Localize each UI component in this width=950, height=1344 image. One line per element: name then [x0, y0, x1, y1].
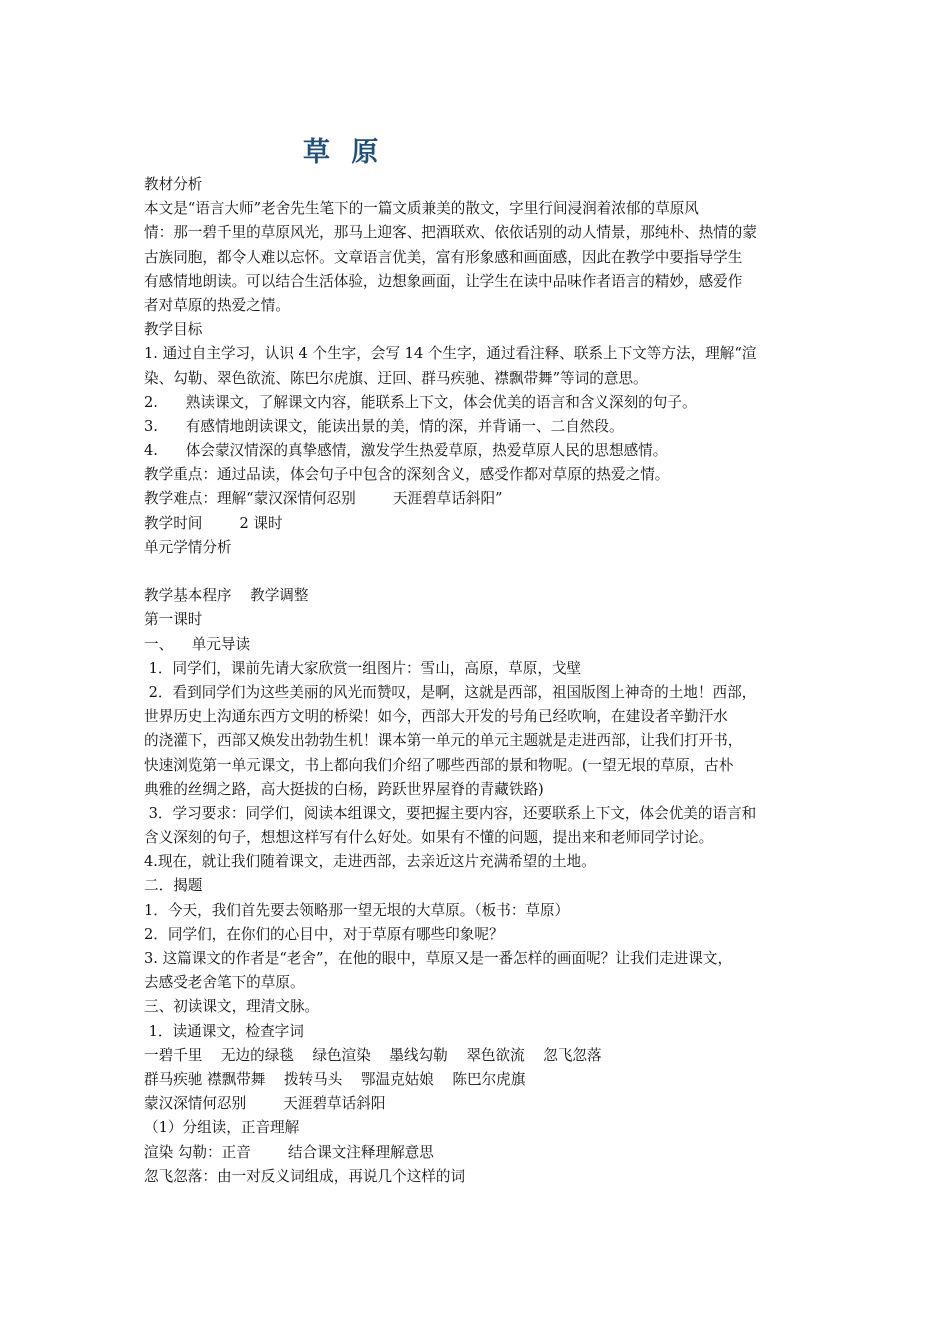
text-line: 教材分析	[144, 176, 203, 193]
text-line: 3. 有感情地朗读课文，能读出景的美，情的深，并背诵一、二自然段。	[144, 417, 624, 435]
text-line: 去感受老舍笔下的草原。	[144, 974, 305, 992]
text-line: 教学难点：理解“蒙汉深情何忍别 天涯碧草话斜阳”	[144, 490, 503, 508]
text-line: 教学目标	[144, 321, 203, 339]
text-line: 世界历史上沟通东西方文明的桥梁！如今，西部大开发的号角已经吹响，在建设者辛勤汗水	[144, 708, 728, 726]
text-line: 者对草原的热爱之情。	[144, 296, 290, 314]
text-line: 典雅的丝绸之路，高大挺拔的白杨，跨跃世界屋脊的青藏铁路)	[144, 780, 544, 798]
text-line: 1．读通课文，检查字词	[144, 1022, 304, 1040]
text-line: 3. 这篇课文的作者是“老舍”，在他的眼中，草原又是一番怎样的画面呢？让我们走进课文，	[144, 950, 733, 967]
text-line: 的浇灌下，西部又焕发出勃勃生机！课本第一单元的单元主题就是走进西部，让我们打开书，	[144, 732, 743, 750]
text-line: 一碧千里 无边的绿毯 绿色渲染 墨线勾勒 翠色欲流 忽飞忽落	[144, 1046, 602, 1064]
text-line: 古族同胞，都令人难以忘怀。文章语言优美，富有形象感和画面感，因此在教学中要指导学生	[144, 248, 743, 266]
text-line: 快速浏览第一单元课文，书上都向我们介绍了哪些西部的景和物呢。(一望无垠的草原，古朴	[144, 756, 734, 774]
text-line: 第一课时	[144, 611, 203, 629]
text-line	[144, 560, 814, 584]
text-line: 本文是“语言大师”老舍先生笔下的一篇文质兼美的散文，字里行间浸润着浓郁的草原风	[144, 200, 699, 218]
text-line: 情：那一碧千里的草原风光，那马上迎客、把酒联欢、依依话别的动人情景，那纯朴、热情的蒙	[144, 224, 757, 242]
text-line: 蒙汉深情何忍别 天涯碧草话斜阳	[144, 1095, 386, 1113]
text-line: 3．学习要求：同学们，阅读本组课文，要把握主要内容，还要联系上下文，体会优美的语言和	[144, 804, 757, 822]
text-line: 有感情地朗读。可以结合生活体验，边想象画面，让学生在读中品味作者语言的精妙，感爱作	[144, 272, 743, 290]
text-line: 1. 通过自主学习，认识 4 个生字，会写 14 个生字，通过看注释、联系上下文等方法，理解“渲	[144, 345, 757, 363]
text-line: 4.现在，就让我们随着课文，走进西部，去亲近这片充满希望的土地。	[144, 853, 596, 871]
text-line: 忽飞忽落：由一对反义词组成，再说几个这样的词	[144, 1167, 466, 1185]
text-line: 2．同学们，在你们的心目中，对于草原有哪些印象呢？	[144, 925, 504, 943]
text-line: 三、初读课文，理清文脉。	[144, 998, 320, 1016]
text-line: 群马疾驰 襟飘带舞 拨转马头 鄂温克姑娘 陈巴尔虎旗	[144, 1070, 526, 1088]
document-body	[144, 173, 814, 1189]
text-line: 单元学情分析	[144, 538, 232, 556]
text-line: 二．揭题	[144, 877, 203, 895]
text-line: 教学重点：通过品读，体会句子中包含的深刻含义，感受作都对草原的热爱之情。	[144, 466, 670, 484]
text-line: 2. 熟读课文，了解课文内容，能联系上下文，体会优美的语言和含义深刻的句子。	[144, 393, 697, 411]
text-line: 1．同学们，课前先请大家欣赏一组图片：雪山，高原，草原，戈壁	[144, 659, 582, 677]
text-line: 教学基本程序 教学调整	[144, 587, 309, 605]
text-line: 渲染 勾勒：正音 结合课文注释理解意思	[144, 1143, 434, 1161]
text-line: 一、 单元导读	[144, 635, 251, 653]
text-line: 教学时间 2 课时	[144, 514, 283, 532]
text-line: 2．看到同学们为这些美丽的风光而赞叹，是啊，这就是西部，祖国版图上神奇的土地！西部，	[144, 683, 757, 701]
text-line: 4. 体会蒙汉情深的真挚感情，激发学生热爱草原，热爱草原人民的思想感情。	[144, 442, 668, 460]
page-title: 草 原	[303, 137, 385, 168]
text-line: 含义深刻的句子，想想这样写有什么好处。如果有不懂的问题，提出来和老师同学讨论。	[144, 829, 714, 847]
text-line: （1）分组读，正音理解	[144, 1119, 300, 1137]
text-line: 染、勾勒、翠色欲流、陈巴尔虎旗、迂回、群马疾驰、襟飘带舞”等词的意思。	[144, 369, 648, 387]
text-line: 1．今天，我们首先要去领略那一望无垠的大草原。（板书：草原）	[144, 901, 570, 919]
